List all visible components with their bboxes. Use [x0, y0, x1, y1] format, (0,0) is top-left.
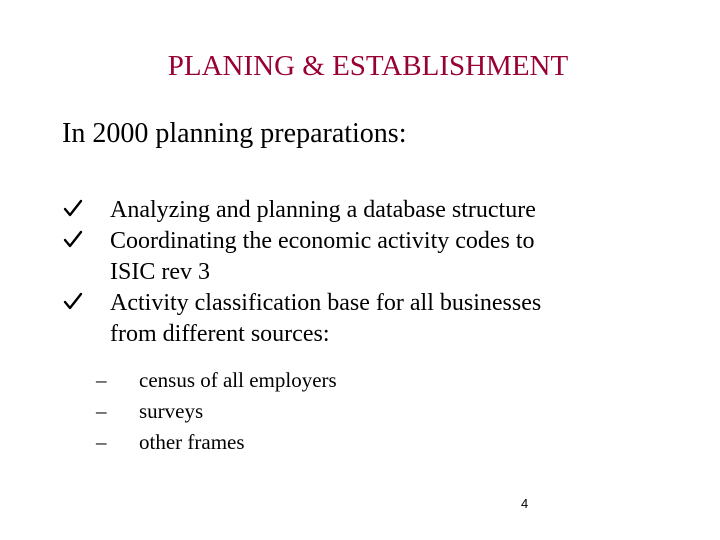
- checkmark-icon: [62, 226, 86, 257]
- bullet-item: [0, 288, 720, 350]
- bullet-text-line: Analyzing and planning a database structure: [110, 197, 536, 223]
- dash-marker: –: [96, 399, 107, 423]
- checkmark-icon: [62, 195, 86, 226]
- bullet-text-line: Activity classification base for all businesses: [110, 290, 542, 316]
- bullet-text-line: ISIC rev 3: [110, 259, 210, 285]
- bullet-item: [0, 226, 720, 288]
- intro-text: In 2000 planning preparations:: [62, 118, 407, 149]
- bullet-text-line: from different sources:: [110, 321, 330, 347]
- bullet-item: [0, 195, 720, 226]
- page-number: 4: [521, 496, 529, 511]
- sub-bullet-item: [0, 396, 720, 427]
- sub-bullet-text: other frames: [139, 430, 245, 454]
- checkmark-icon: [62, 288, 86, 319]
- sub-bullet-text: census of all employers: [139, 368, 337, 392]
- sub-bullet-list: [0, 365, 720, 458]
- sub-bullet-text: surveys: [139, 399, 204, 423]
- bullet-text-line: Coordinating the economic activity codes to: [110, 228, 535, 254]
- dash-marker: –: [96, 368, 107, 392]
- sub-bullet-item: [0, 365, 720, 396]
- slide-title: PLANING & ESTABLISHMENT: [167, 50, 569, 82]
- dash-marker: –: [96, 430, 107, 454]
- sub-bullet-item: [0, 427, 720, 458]
- bullet-list: [0, 195, 720, 350]
